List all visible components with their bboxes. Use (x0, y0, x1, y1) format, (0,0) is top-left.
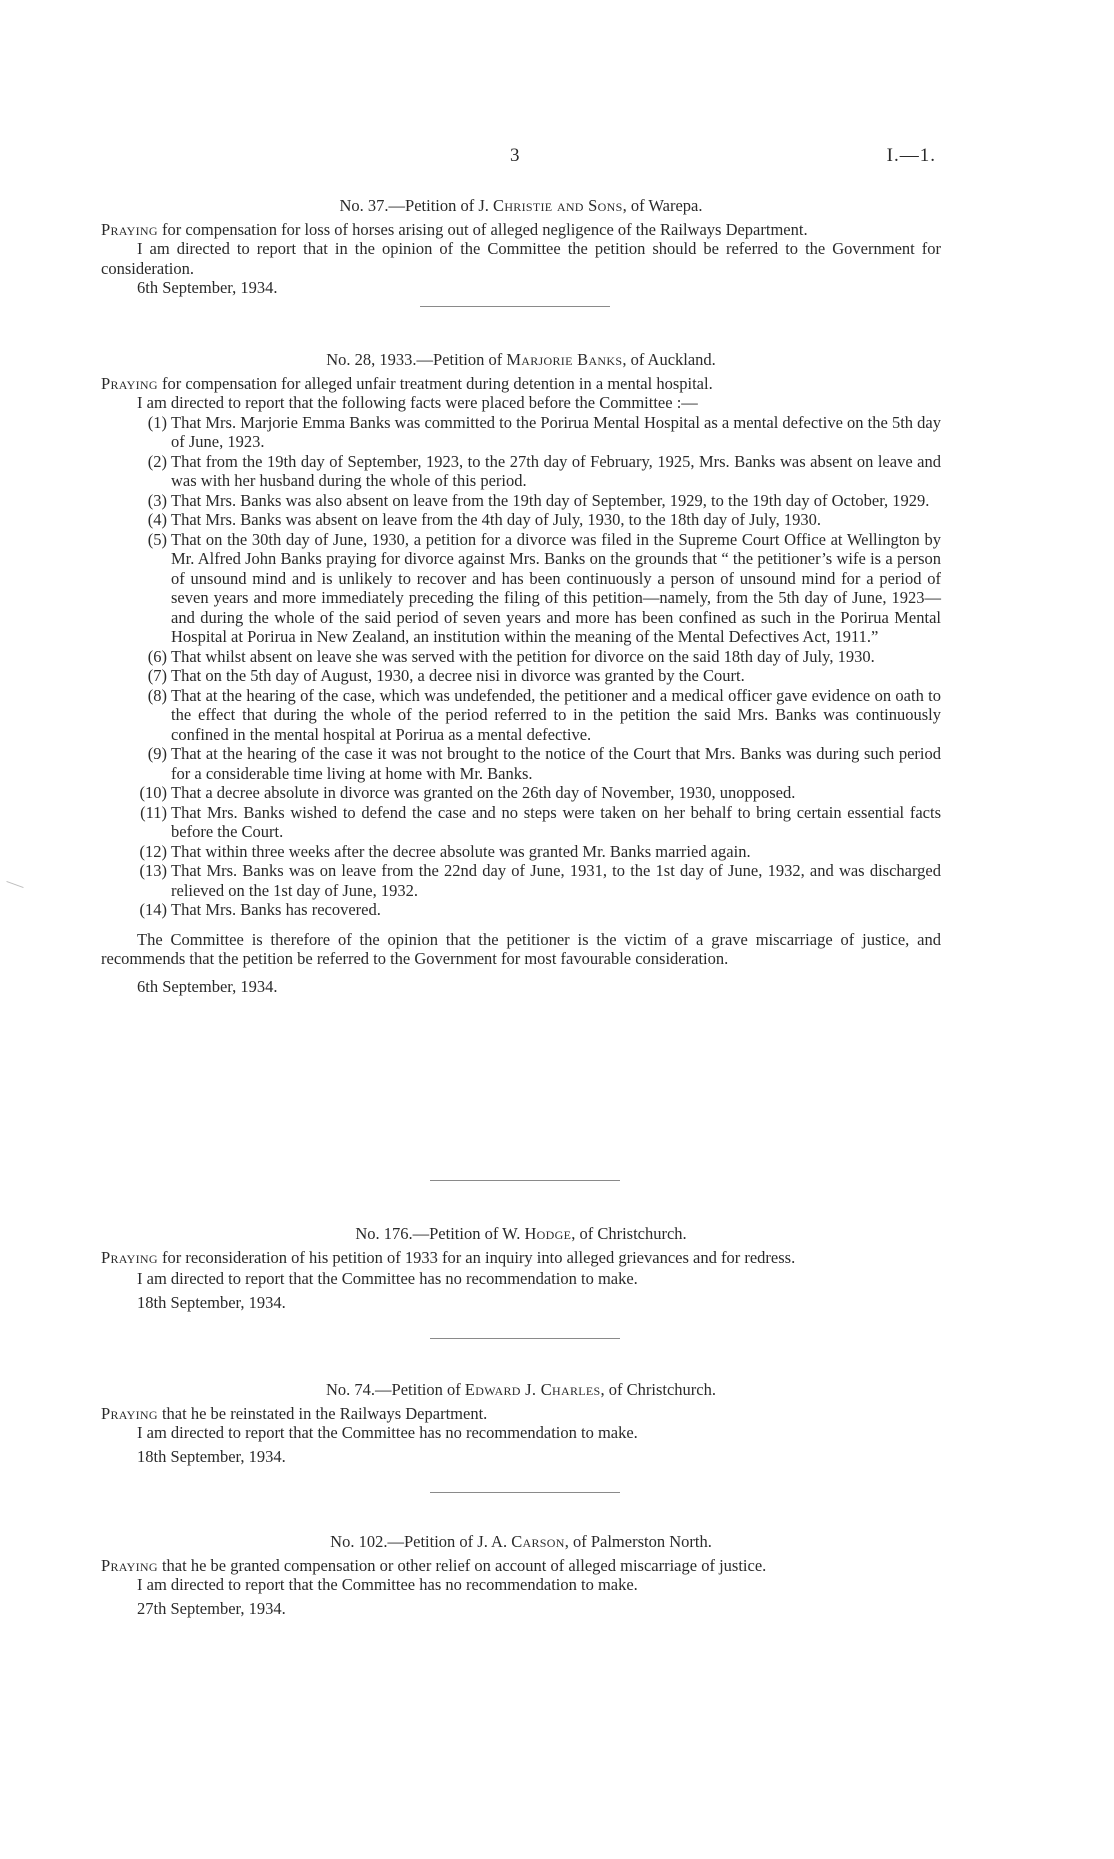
petition-heading: No. 37.—Petition of J. Christie and Sons, of Warepa. (339, 196, 703, 215)
fact-item (101, 744, 941, 783)
fact-item (101, 491, 941, 511)
petitioner-name: Marjorie Banks (506, 350, 623, 369)
petition-section (101, 1224, 941, 1312)
fact-number: (11) (140, 802, 167, 822)
fact-number: (8) (147, 685, 167, 705)
report-paragraph: I am directed to report that the following facts were placed before the Committee :— (137, 393, 698, 412)
petitioner-name: Edward J. Charles (464, 1380, 601, 1399)
fact-number: (13) (139, 861, 167, 880)
section-divider (430, 1492, 620, 1493)
fact-number: (1) (147, 412, 167, 432)
conclusion-paragraph: The Committee is therefore of the opinion that the petitioner is the victim of a grave miscarriage of justice, and recommends that the petition be referred to the Government for most favourable consideration. (101, 929, 941, 968)
fact-text: That from the 19th day of September, 1923, to the 27th day of February, 1925, Mrs. Banks was absent on leave and was with her husband during the whole of this period. (171, 451, 941, 490)
fact-number: (6) (147, 646, 167, 666)
petition-date: 6th September, 1934. (137, 278, 278, 297)
margin-mark (6, 881, 23, 888)
petition-section (101, 1380, 941, 1466)
fact-item (101, 900, 941, 920)
fact-item (101, 861, 941, 900)
fact-item (101, 530, 941, 647)
petition-section (101, 196, 941, 298)
petition-section (101, 1532, 941, 1618)
petition-heading: No. 176.—Petition of W. Hodge, of Christchurch. (355, 1224, 687, 1243)
petition-date: 6th September, 1934. (137, 976, 278, 996)
fact-text: That Mrs. Banks was absent on leave from the 4th day of July, 1930, to the 18th day of July, 1930. (171, 510, 821, 529)
section-divider (430, 1180, 620, 1181)
fact-item (101, 452, 941, 491)
fact-item (101, 666, 941, 686)
fact-text: That Mrs. Banks was on leave from the 22nd day of June, 1931, to the 1st day of June, 1932, and was discharged relieved on the 1st day of June, 1932. (171, 861, 941, 900)
petition-date: 18th September, 1934. (137, 1292, 286, 1312)
petitioner-name: Hodge (524, 1224, 572, 1243)
fact-item (101, 510, 941, 530)
praying-paragraph: Praying that he be reinstated in the Railways Department. (101, 1403, 488, 1423)
fact-text: That on the 5th day of August, 1930, a decree nisi in divorce was granted by the Court. (171, 666, 745, 685)
fact-item (101, 803, 941, 842)
praying-paragraph: Praying for compensation for alleged unfair treatment during detention in a mental hospital. (101, 373, 713, 393)
fact-text: That Mrs. Banks wished to defend the case and no steps were taken on her behalf to bring certain essential facts before the Court. (171, 802, 941, 841)
fact-text: That within three weeks after the decree absolute was granted Mr. Banks married again. (171, 841, 751, 861)
fact-item (101, 783, 941, 803)
fact-number: (12) (139, 841, 167, 861)
fact-item (101, 413, 941, 452)
petition-heading: No. 28, 1933.—Petition of Marjorie Banks, of Auckland. (326, 350, 716, 369)
report-paragraph: I am directed to report that the Committee has no recommendation to make. (137, 1575, 638, 1594)
fact-number: (5) (147, 529, 167, 549)
fact-text: That Mrs. Banks has recovered. (171, 900, 381, 919)
facts-list (101, 413, 941, 920)
report-paragraph: I am directed to report that the Committee has no recommendation to make. (137, 1423, 638, 1442)
fact-text: That on the 30th day of June, 1930, a petition for a divorce was filed in the Supreme Court Office at Wellington by Mr. Alfred John Banks praying for divorce against Mrs. Banks on the grounds that “ the petitioner’s wife is a person of unsound mind and is unlikely to recover and has been continuously a person of unsound mind for a period of seven years and more immediately preceding the filing of this petition—namely, from the 5th day of June, 1923—and during the whole of the said period of seven years and more has been confined as such in the Porirua Mental Hospital at Porirua in New Zealand, an institution within the meaning of the Mental Defectives Act, 1911.” (171, 529, 941, 646)
praying-paragraph: Praying for reconsideration of his petition of 1933 for an inquiry into alleged grievances and for redress. (101, 1247, 796, 1267)
fact-text: That Mrs. Banks was also absent on leave from the 19th day of September, 1929, to the 19th day of October, 1929. (171, 490, 930, 510)
petition-date: 18th September, 1934. (137, 1446, 286, 1466)
document-reference: I.—1. (886, 145, 936, 166)
petition-section (101, 350, 941, 996)
fact-text: That Mrs. Marjorie Emma Banks was committed to the Porirua Mental Hospital as a mental defective on the 5th day of June, 1923. (171, 412, 941, 451)
praying-paragraph: Praying for compensation for loss of horses arising out of alleged negligence of the Railways Department. (101, 219, 808, 239)
fact-text: That whilst absent on leave she was served with the petition for divorce on the said 18th day of July, 1930. (171, 646, 875, 666)
fact-item (101, 686, 941, 745)
petition-heading: No. 102.—Petition of J. A. Carson, of Palmerston North. (330, 1532, 712, 1551)
report-paragraph: I am directed to report that in the opinion of the Committee the petition should be referred to the Government for consideration. (101, 239, 941, 278)
fact-item (101, 647, 941, 667)
report-paragraph: I am directed to report that the Committee has no recommendation to make. (137, 1269, 638, 1288)
petition-heading: No. 74.—Petition of Edward J. Charles, of Christchurch. (325, 1380, 716, 1399)
section-divider (420, 306, 610, 307)
fact-text: That at the hearing of the case it was not brought to the notice of the Court that Mrs. Banks was during such period for a considerable time living at home with Mr. Banks. (171, 744, 941, 783)
page-number: 3 (510, 145, 520, 166)
petitioner-name: Carson (511, 1532, 565, 1551)
praying-paragraph: Praying that he be granted compensation or other relief on account of alleged miscarriage of justice. (101, 1555, 767, 1575)
section-divider (430, 1338, 620, 1339)
petition-date: 27th September, 1934. (137, 1598, 286, 1618)
fact-number: (14) (139, 900, 167, 919)
fact-text: That a decree absolute in divorce was granted on the 26th day of November, 1930, unopposed. (171, 783, 796, 802)
fact-number: (2) (147, 451, 167, 471)
fact-number: (4) (147, 510, 167, 529)
fact-number: (7) (147, 666, 167, 685)
fact-text: That at the hearing of the case, which was undefended, the petitioner and a medical officer gave evidence on oath to the effect that during the whole of the period referred to in the petition the said Mrs. Banks was continuously confined in the mental hospital at Porirua as a mental defective. (171, 685, 941, 744)
fact-number: (9) (147, 744, 167, 763)
petitioner-name: Christie and Sons (493, 196, 623, 215)
fact-number: (10) (139, 783, 167, 802)
fact-number: (3) (147, 490, 167, 510)
fact-item (101, 842, 941, 862)
